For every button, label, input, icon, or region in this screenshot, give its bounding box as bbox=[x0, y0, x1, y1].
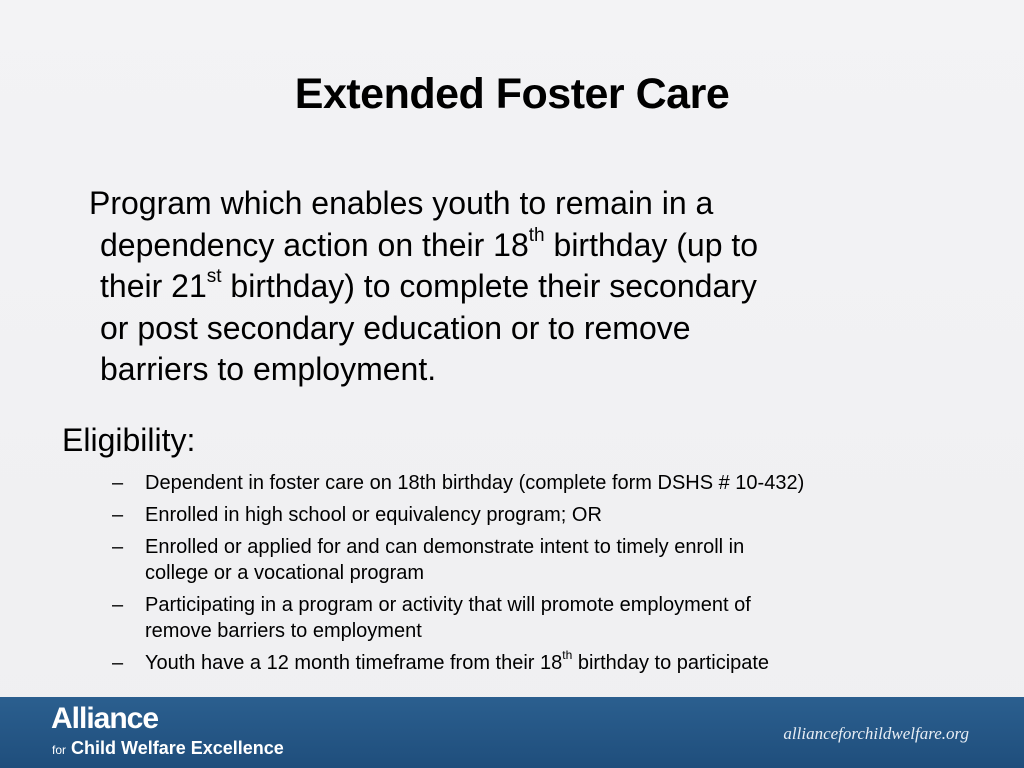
bullet-text: Enrolled in high school or equivalency program; OR bbox=[145, 504, 602, 526]
dash-bullet: – bbox=[112, 652, 124, 674]
website-name: allianceforchildwelfare bbox=[783, 724, 942, 743]
dash-bullet: – bbox=[112, 594, 124, 616]
eligibility-heading: Eligibility: bbox=[62, 422, 196, 458]
website-tld: .org bbox=[941, 724, 969, 743]
slide-title: Extended Foster Care bbox=[294, 70, 730, 118]
bullet-superscript: th bbox=[562, 648, 573, 663]
intro-line-2-text-a: dependency action on their 18 bbox=[100, 226, 529, 263]
logo-for-text: for bbox=[52, 743, 67, 757]
intro-line-1: Program which enables youth to remain in a bbox=[89, 185, 714, 221]
intro-paragraph bbox=[89, 183, 869, 391]
bullet-text-line-2: remove barriers to employment bbox=[145, 620, 422, 642]
intro-line-3-superscript: st bbox=[206, 266, 222, 288]
intro-line-5: barriers to employment. bbox=[100, 351, 437, 387]
intro-line-2-superscript: th bbox=[528, 224, 545, 246]
intro-line-3 bbox=[89, 266, 869, 308]
intro-line-4: or post secondary education or to remove bbox=[100, 309, 691, 346]
list-item bbox=[112, 502, 912, 528]
footer-bar bbox=[0, 697, 1024, 768]
bullet-text: Dependent in foster care on 18th birthday (complete form DSHS # 10-432) bbox=[145, 472, 805, 494]
intro-line-3-text-a: their 21 bbox=[100, 268, 207, 304]
dash-bullet: – bbox=[112, 536, 124, 558]
dash-bullet: – bbox=[112, 504, 124, 526]
bullet-text-line-1: Participating in a program or activity that will promote employment of bbox=[145, 594, 751, 616]
bullet-text-b: birthday to participate bbox=[572, 652, 770, 674]
eligibility-list bbox=[112, 470, 912, 682]
dash-bullet: – bbox=[112, 472, 124, 494]
list-item bbox=[112, 592, 912, 644]
list-item bbox=[112, 534, 912, 586]
list-item bbox=[112, 650, 912, 676]
intro-line-3-text-b: birthday) to complete their secondary bbox=[221, 268, 757, 304]
bullet-text-line-2: college or a vocational program bbox=[145, 562, 425, 584]
logo-sub-text: Child Welfare Excellence bbox=[71, 738, 284, 758]
intro-line-2-text-b: birthday (up to bbox=[544, 226, 759, 263]
alliance-logo-wordmark: Alliance bbox=[51, 702, 159, 735]
list-item bbox=[112, 470, 912, 496]
website-url bbox=[783, 724, 969, 744]
alliance-logo-tagline bbox=[52, 738, 284, 759]
bullet-text bbox=[145, 650, 912, 676]
bullet-text-line-1: Enrolled or applied for and can demonstrate intent to timely enroll in bbox=[145, 536, 745, 558]
bullet-text-a: Youth have a 12 month timeframe from their 18 bbox=[145, 652, 563, 674]
intro-line-2 bbox=[89, 225, 869, 267]
